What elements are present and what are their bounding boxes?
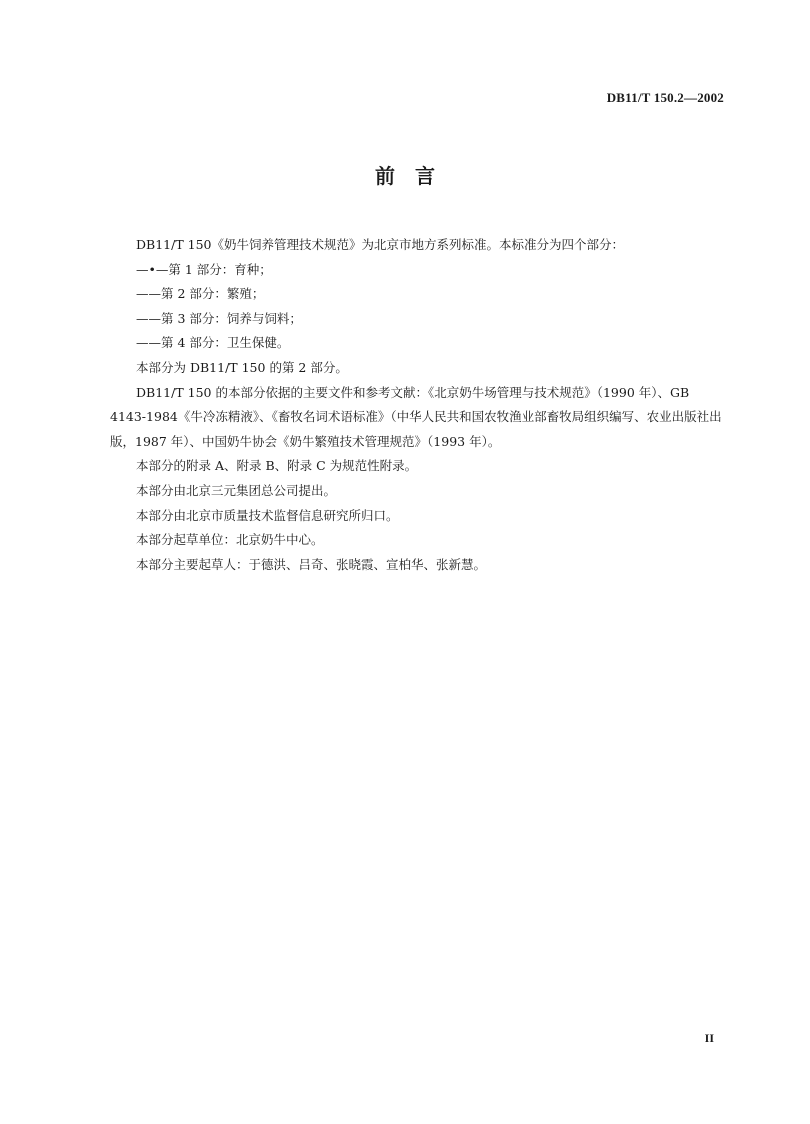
drafters-statement: 本部分主要起草人：于德洪、吕奇、张晓霞、宣柏华、张新慧。 (136, 556, 487, 572)
list-item-part-1: —•—第 1 部分：育种； (136, 261, 272, 277)
drafting-unit-statement: 本部分起草单位：北京奶牛中心。 (136, 532, 324, 548)
list-item-part-2: ——第 2 部分：繁殖； (136, 286, 265, 302)
appendix-statement: 本部分的附录 A、附录 B、附录 C 为规范性附录。 (136, 458, 418, 474)
list-item-part-4: ——第 4 部分：卫生保健。 (136, 335, 290, 351)
page-number: II (704, 1031, 714, 1045)
body-text (110, 233, 726, 577)
administrator-statement: 本部分由北京市质量技术监督信息研究所归口。 (136, 507, 399, 523)
references-paragraph: DB11/T 150 的本部分依据的主要文件和参考文献：《北京奶牛场管理与技术规范》（1990 年）、GB 4143-1984《牛冷冻精液》、《畜牧名词术语标准》（中华人民共和国农牧渔业部畜牧局组织编写、农业出版社出版，1987 年）、中国奶牛协会《奶牛繁殖技术管理规范》（1993 年）。 (110, 384, 722, 449)
page-title: 前 言 (375, 164, 435, 188)
intro-paragraph: DB11/T 150《奶牛饲养管理技术规范》为北京市地方系列标准。本标准分为四个部分： (136, 237, 624, 252)
list-item-part-3: ——第 3 部分：饲养与饲料； (136, 310, 302, 326)
document-code: DB11/T 150.2—2002 (606, 90, 724, 105)
part-statement: 本部分为 DB11/T 150 的第 2 部分。 (136, 359, 348, 375)
proposer-statement: 本部分由北京三元集团总公司提出。 (136, 482, 337, 498)
